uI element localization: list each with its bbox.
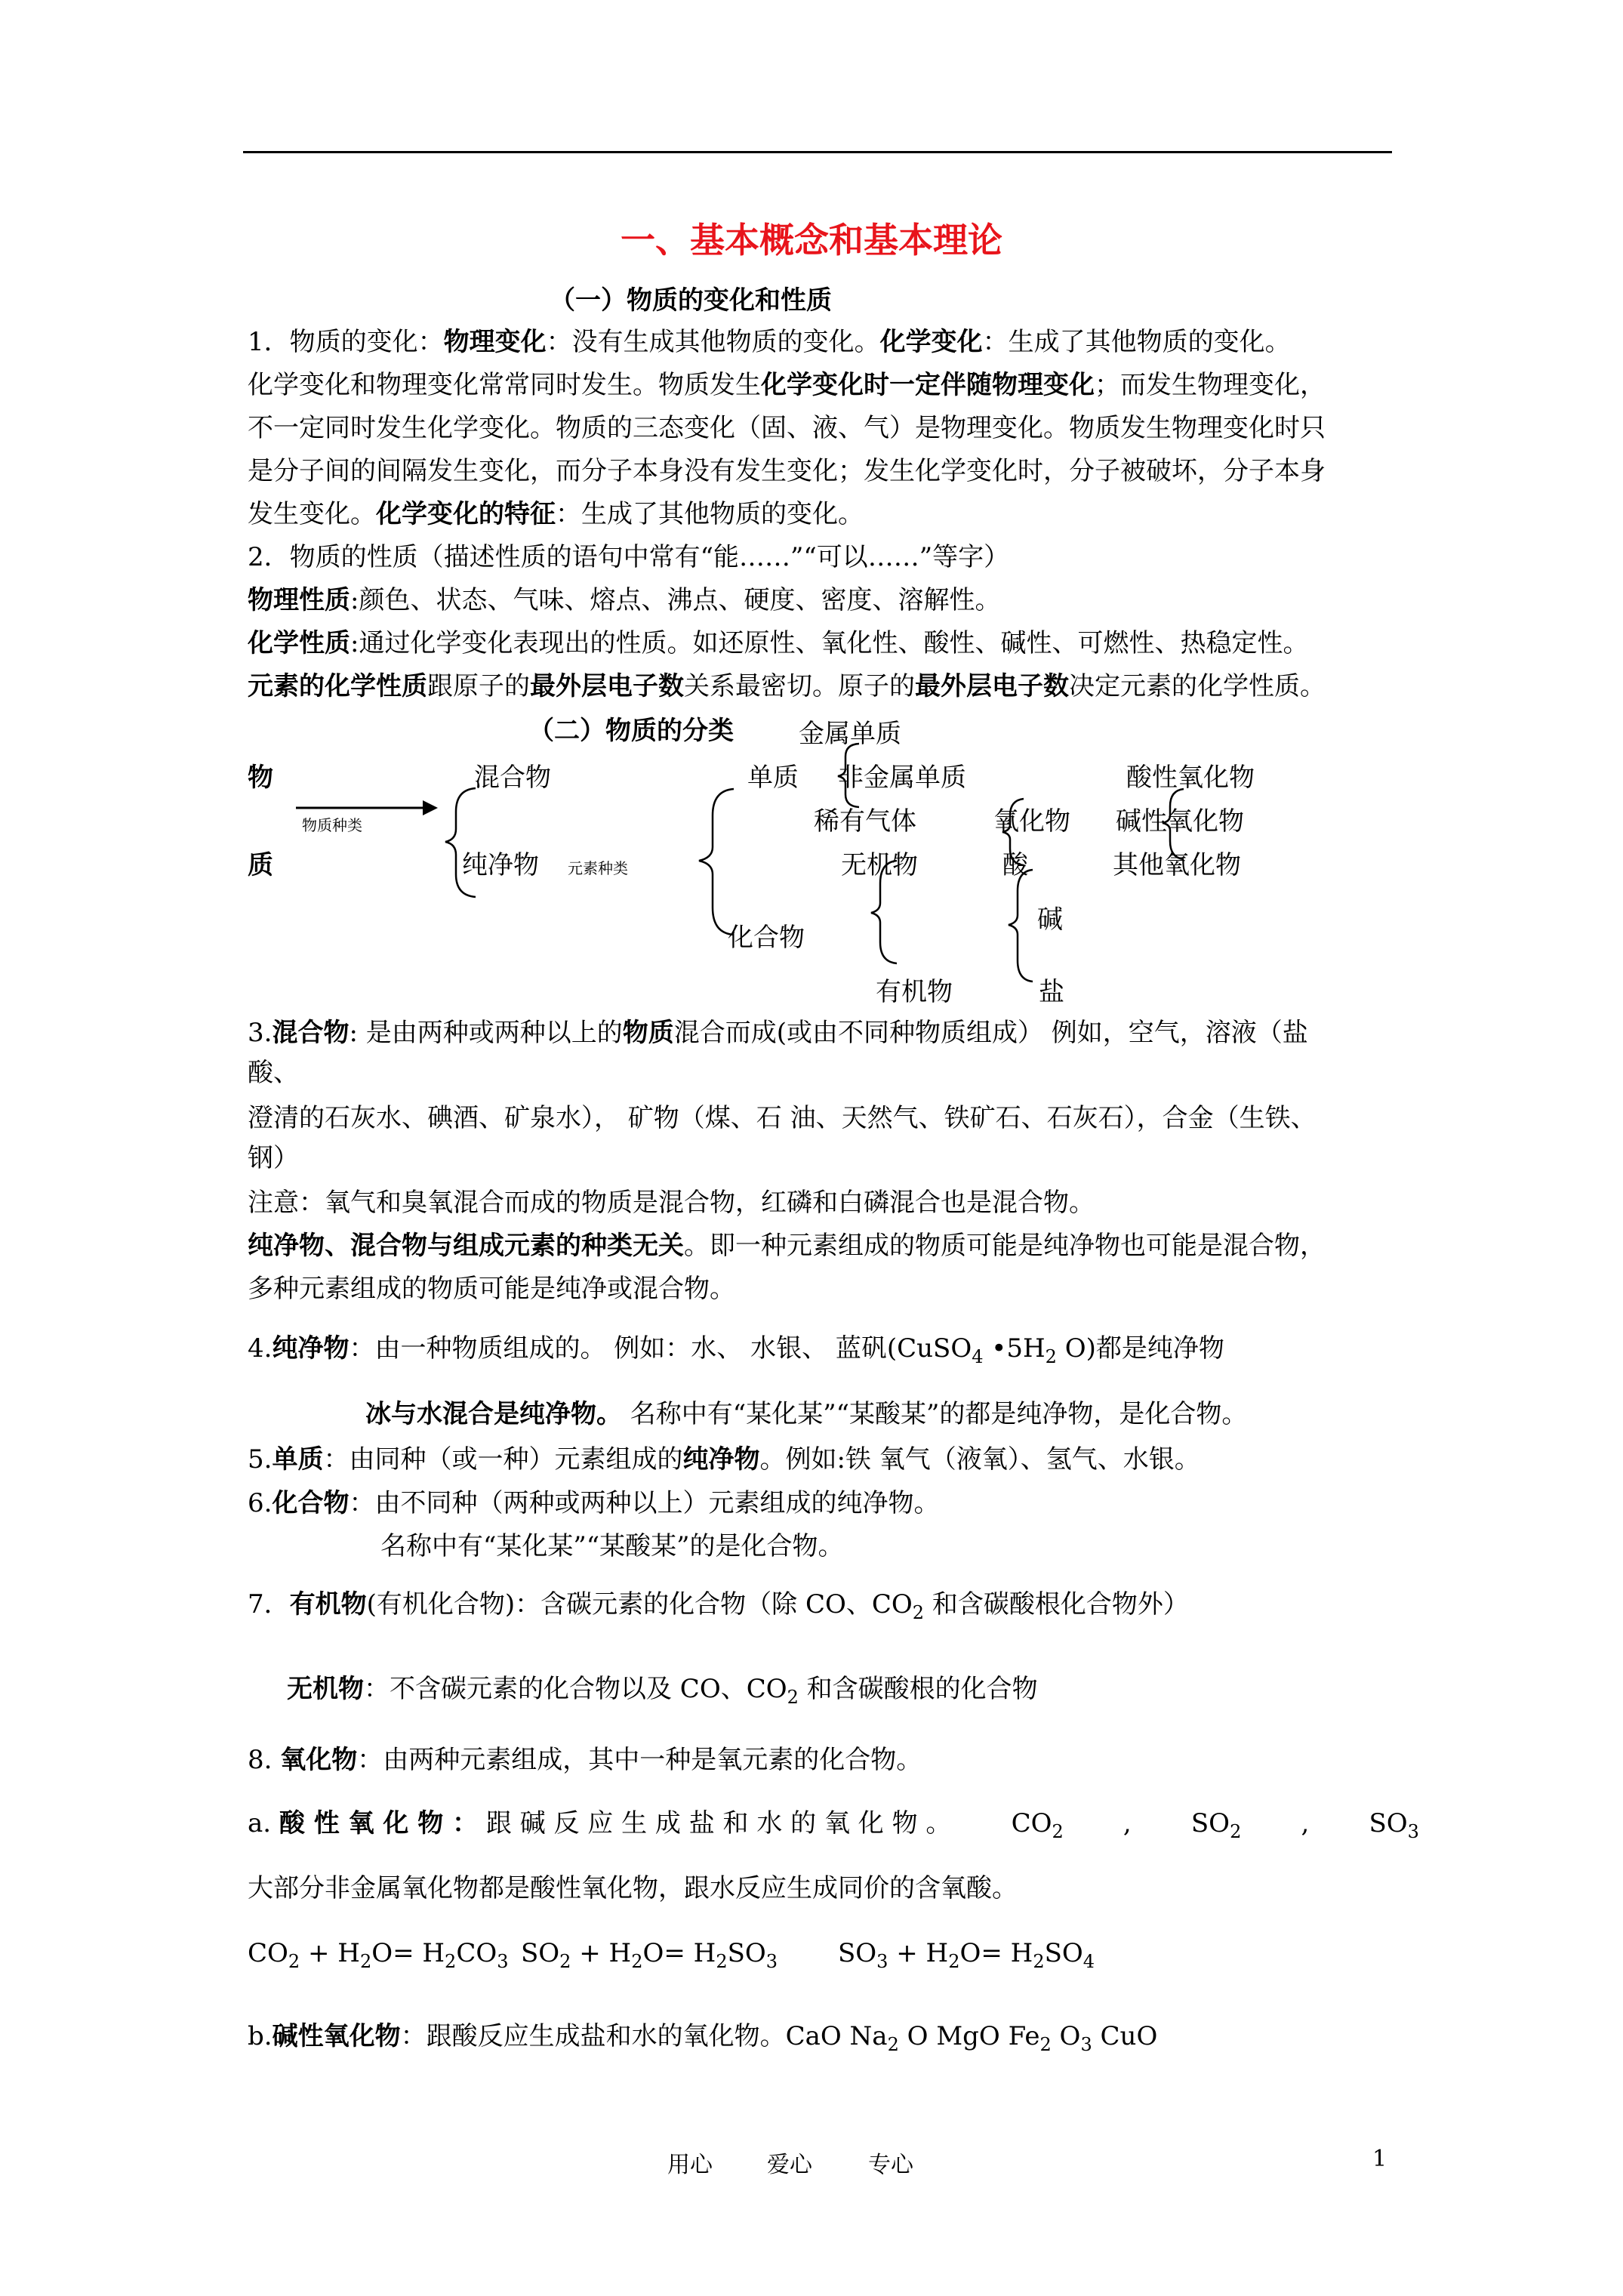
label-basic-oxide: 碱性氧化物 [1116, 806, 1244, 837]
footer-word-2: 爱心 [767, 2152, 812, 2178]
item6-line1: 6.化合物：由不同种（两种或两种以上）元素组成的纯净物。 [248, 1488, 940, 1518]
classification-diagram [0, 0, 1623, 1057]
item7-inorganic: 无机物：不含碳元素的化合物以及 CO、$CO_2$ 和含碳酸根的化合物 [287, 1674, 1038, 1708]
brace-pure [699, 789, 734, 935]
label-arrow: 物质种类 [302, 816, 362, 834]
element-properties: 元素的化学性质跟原子的最外层电子数关系最密切。原子的最外层电子数决定元素的化学性质。 [248, 671, 1326, 701]
properties-intro: 2．物质的性质（描述性质的语句中常有“能……”“可以……”等字） [248, 542, 1010, 572]
brace-inorganic [1009, 870, 1033, 982]
label-acidic-oxide: 酸性氧化物 [1126, 763, 1255, 793]
label-simple: 单质 [747, 763, 799, 793]
item8-acidic-oxide: a. 酸 性 氧 化 物 ： 跟 碱 反 应 生 成 盐 和 水 的 氧 化 物 。 $CO_2$ , $SO_2$ , $SO_3$ [248, 1808, 1419, 1842]
item3-line1: 3.混合物: 是由两种或两种以上的物质混合而成(或由不同种物质组成） 例如，空气，溶液（盐 [248, 1018, 1308, 1048]
label-salt: 盐 [1039, 977, 1064, 1007]
footer-word-3: 专心 [868, 2152, 913, 2178]
item6-line2: 名称中有“某化某”“某酸某”的是化合物。 [380, 1531, 844, 1561]
label-pure: 纯净物 [462, 850, 539, 880]
equation-2: $SO_2 + H_2O= H_2SO_3$ [521, 1938, 778, 1972]
paragraph-line: 是分子间的间隔发生变化，而分子本身没有发生变化；发生化学变化时，分子被破坏，分子本身 [248, 456, 1326, 486]
label-noble: 稀有气体 [814, 806, 916, 837]
label-mixture: 混合物 [474, 763, 551, 793]
item3-rest: 多种元素组成的物质可能是纯净或混合物。 [248, 1274, 735, 1304]
paragraph-line: 1．物质的变化：物理变化：没有生成其他物质的变化。化学变化：生成了其他物质的变化。 [248, 327, 1291, 357]
page-title: 一、基本概念和基本理论 [621, 220, 1002, 260]
equation-3: $SO_3 + H_2O= H_2SO_4$ [838, 1938, 1095, 1972]
label-other-oxide: 其他氧化物 [1113, 850, 1241, 880]
item8-line1: 8. 氧化物：由两种元素组成，其中一种是氧元素的化合物。 [248, 1745, 922, 1775]
label-elem-type: 元素种类 [568, 859, 628, 877]
label-compound: 化合物 [728, 923, 805, 953]
label-base: 碱 [1037, 905, 1063, 935]
item3-line4: 钢） [248, 1143, 299, 1173]
item4-line2: 冰与水混合是纯净物。 名称中有“某化某”“某酸某”的都是纯净物，是化合物。 [365, 1399, 1248, 1429]
classification-arrow-head [423, 800, 438, 815]
item3-pure-mix: 纯净物、混合物与组成元素的种类无关。即一种元素组成的物质可能是纯净物也可能是混合物， [248, 1231, 1326, 1261]
label-inorganic: 无机物 [841, 850, 918, 880]
item3-note: 注意：氧气和臭氧混合而成的物质是混合物，红磷和白磷混合也是混合物。 [248, 1188, 1095, 1218]
section2-heading: （二）物质的分类 [528, 716, 734, 746]
paragraph-line: 化学变化和物理变化常常同时发生。物质发生化学变化时一定伴随物理变化；而发生物理变化， [248, 370, 1326, 400]
item3-line2: 酸、 [248, 1058, 299, 1088]
item8-acidic-note: 大部分非金属氧化物都是酸性氧化物，跟水反应生成同价的含氧酸。 [248, 1873, 1018, 1903]
page-number: 1 [1372, 2146, 1387, 2172]
chemical-properties: 化学性质:通过化学变化表现出的性质。如还原性、氧化性、酸性、碱性、可燃性、热稳定性。 [248, 628, 1309, 658]
label-oxide: 氧化物 [993, 806, 1070, 837]
equation-1: $CO_2 + H_2O= H_2CO_3$ [248, 1938, 509, 1972]
paragraph-line: 发生变化。化学变化的特征：生成了其他物质的变化。 [248, 499, 864, 529]
item4-line1: 4.纯净物：由一种物质组成的。 例如：水、 水银、 蓝矾(CuSO$_4$ $•5H_2$ O)都是纯净物 [248, 1333, 1224, 1367]
item3-line3: 澄清的石灰水、碘酒、矿泉水）， 矿物（煤、石 油、天然气、铁矿石、石灰石），合金（生铁、 [248, 1103, 1317, 1133]
label-acid: 酸 [1002, 850, 1028, 880]
physical-properties: 物理性质:颜色、状态、气味、熔点、沸点、硬度、密度、溶解性。 [248, 585, 1001, 615]
paragraph-line: 不一定同时发生化学变化。物质的三态变化（固、液、气）是物理变化。物质发生物理变化时只 [248, 413, 1326, 443]
label-organic: 有机物 [876, 977, 953, 1007]
label-metal: 金属单质 [799, 719, 901, 749]
footer-word-1: 用心 [667, 2152, 713, 2178]
label-zhi: 质 [248, 850, 273, 880]
section1-heading: （一）物质的变化和性质 [550, 285, 832, 316]
item8-basic-oxide: b.碱性氧化物：跟酸反应生成盐和水的氧化物。CaO $Na_2$ O MgO $Fe_2$ $O_3$ CuO [248, 2021, 1158, 2055]
item7-line1: 7．有机物(有机化合物)：含碳元素的化合物（除 CO、$CO_2$ 和含碳酸根化合物外） [248, 1589, 1189, 1623]
label-nonmetal: 非金属单质 [838, 763, 966, 793]
item5: 5.单质：由同种（或一种）元素组成的纯净物。例如:铁 氧气（液氧）、氢气、水银。 [248, 1444, 1200, 1475]
label-wu: 物 [248, 763, 273, 793]
